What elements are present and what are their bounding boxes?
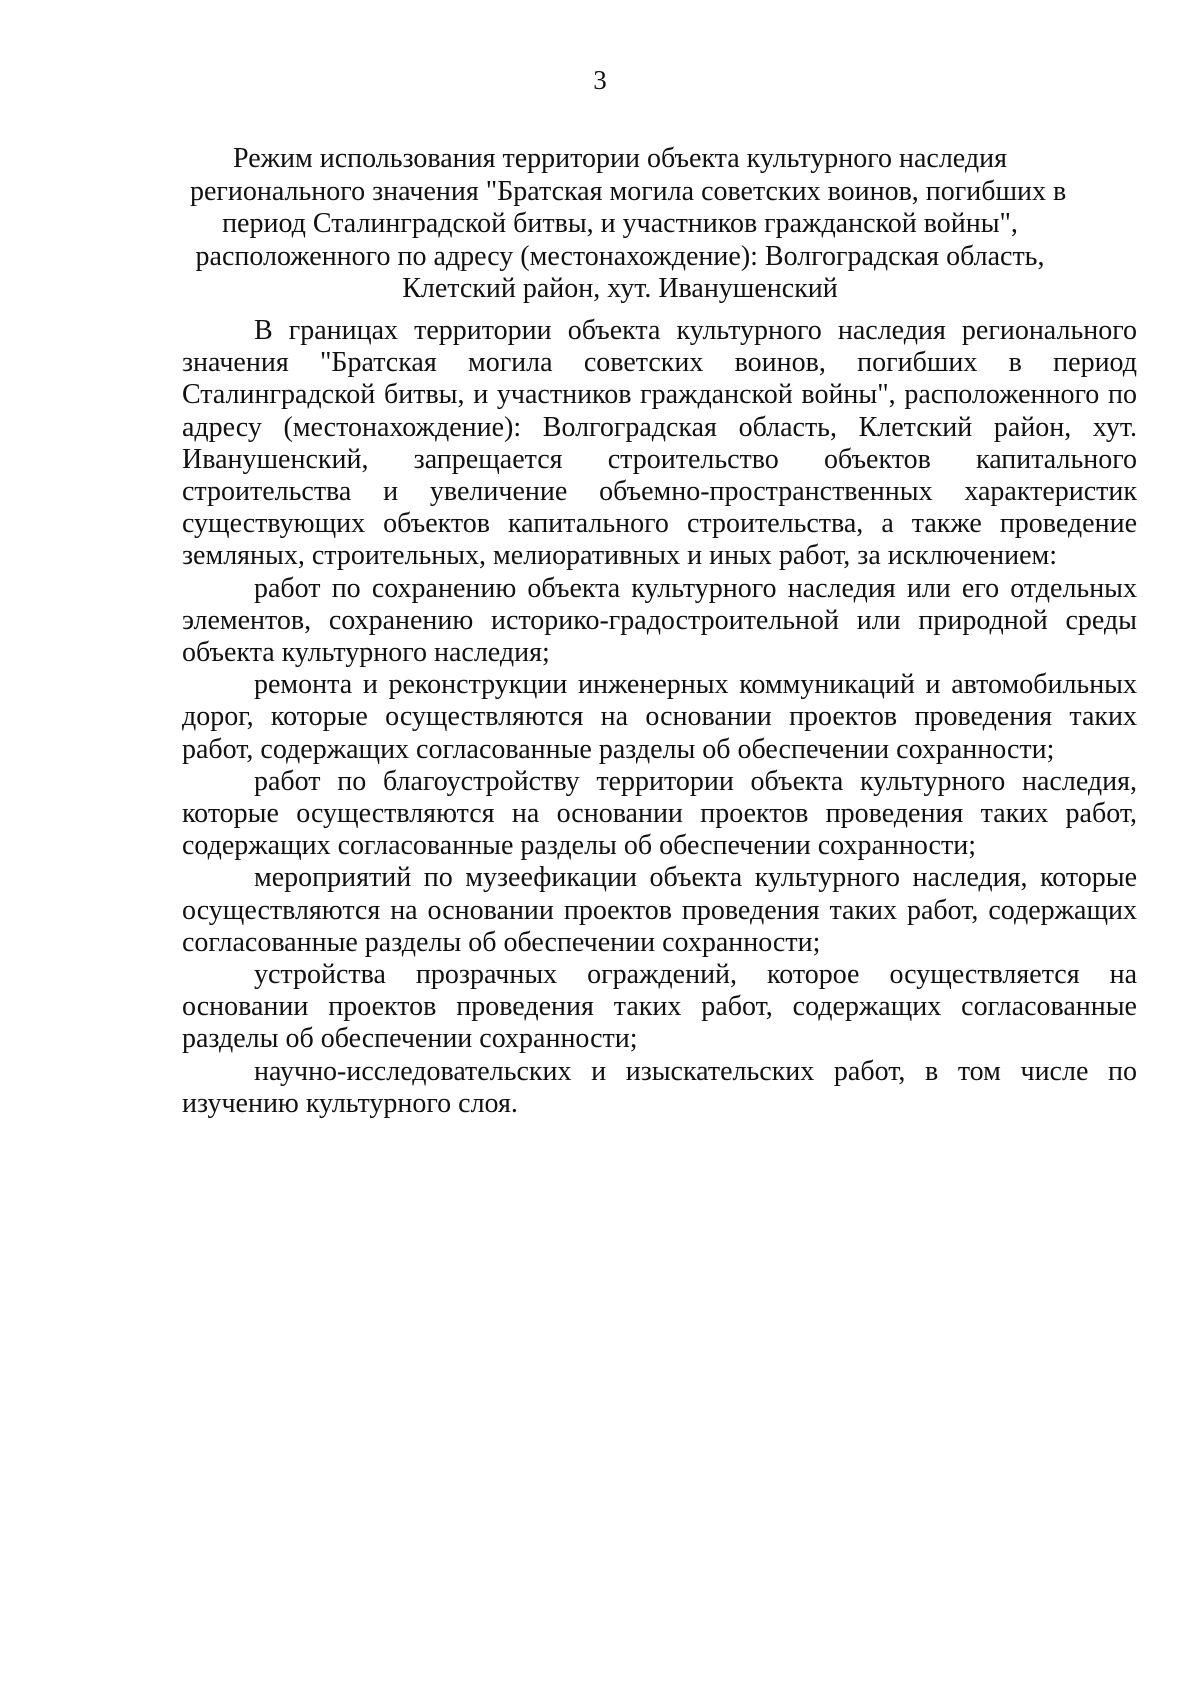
exception-item: работ по благоустройству территории объекта культурного наследия, которые осуществляются на основании проектов проведения таких работ, содержащих согласованные разделы об обеспечении сохранности; (182, 765, 1137, 862)
title-line: регионального значения "Братская могила советских воинов, погибших в (190, 175, 1067, 207)
exception-item: работ по сохранению объекта культурного наследия или его отдельных элементов, сохранению историко-градостроительной или природной среды объекта культурного наследия; (182, 572, 1137, 669)
title-line: Режим использования территории объекта культурного наследия (233, 143, 1007, 174)
title-line: период Сталинградской битвы, и участников гражданской войны", (222, 208, 1018, 239)
exception-item: ремонта и реконструкции инженерных коммуникаций и автомобильных дорог, которые осуществляются на основании проектов проведения таких работ, содержащих согласованные разделы об обеспечении сохранности; (182, 669, 1137, 765)
title-line: Клетский район, хут. Иванушенский (402, 273, 838, 304)
document-body (182, 315, 1137, 1120)
page-number: 3 (593, 65, 607, 95)
exception-item: устройства прозрачных ограждений, которое осуществляется на основании проектов проведения таких работ, содержащих согласованные разделы об обеспечении сохранности; (182, 959, 1137, 1055)
exception-item: научно-исследовательских и изыскательских работ, в том числе по изучению культурного слоя. (182, 1055, 1137, 1119)
intro-paragraph: В границах территории объекта культурного наследия регионального значения "Братская могила советских воинов, погибших в период Сталинградской битвы, и участников гражданской войны", расположенного по адресу (местонахождение): Волгоградская область, Клетский район, хут. Иванушенский, запрещается строительство объектов капитального строительства и увеличение объемно-пространственных характеристик существующих объектов капитального строительства, а также проведение земляных, строительных, мелиоративных и иных работ, за исключением: (182, 315, 1137, 572)
document-title (190, 143, 1067, 306)
title-line: расположенного по адресу (местонахождение): Волгоградская область, (195, 240, 1045, 272)
exception-item: мероприятий по музеефикации объекта культурного наследия, которые осуществляются на основании проектов проведения таких работ, содержащих согласованные разделы об обеспечении сохранности; (182, 862, 1137, 958)
